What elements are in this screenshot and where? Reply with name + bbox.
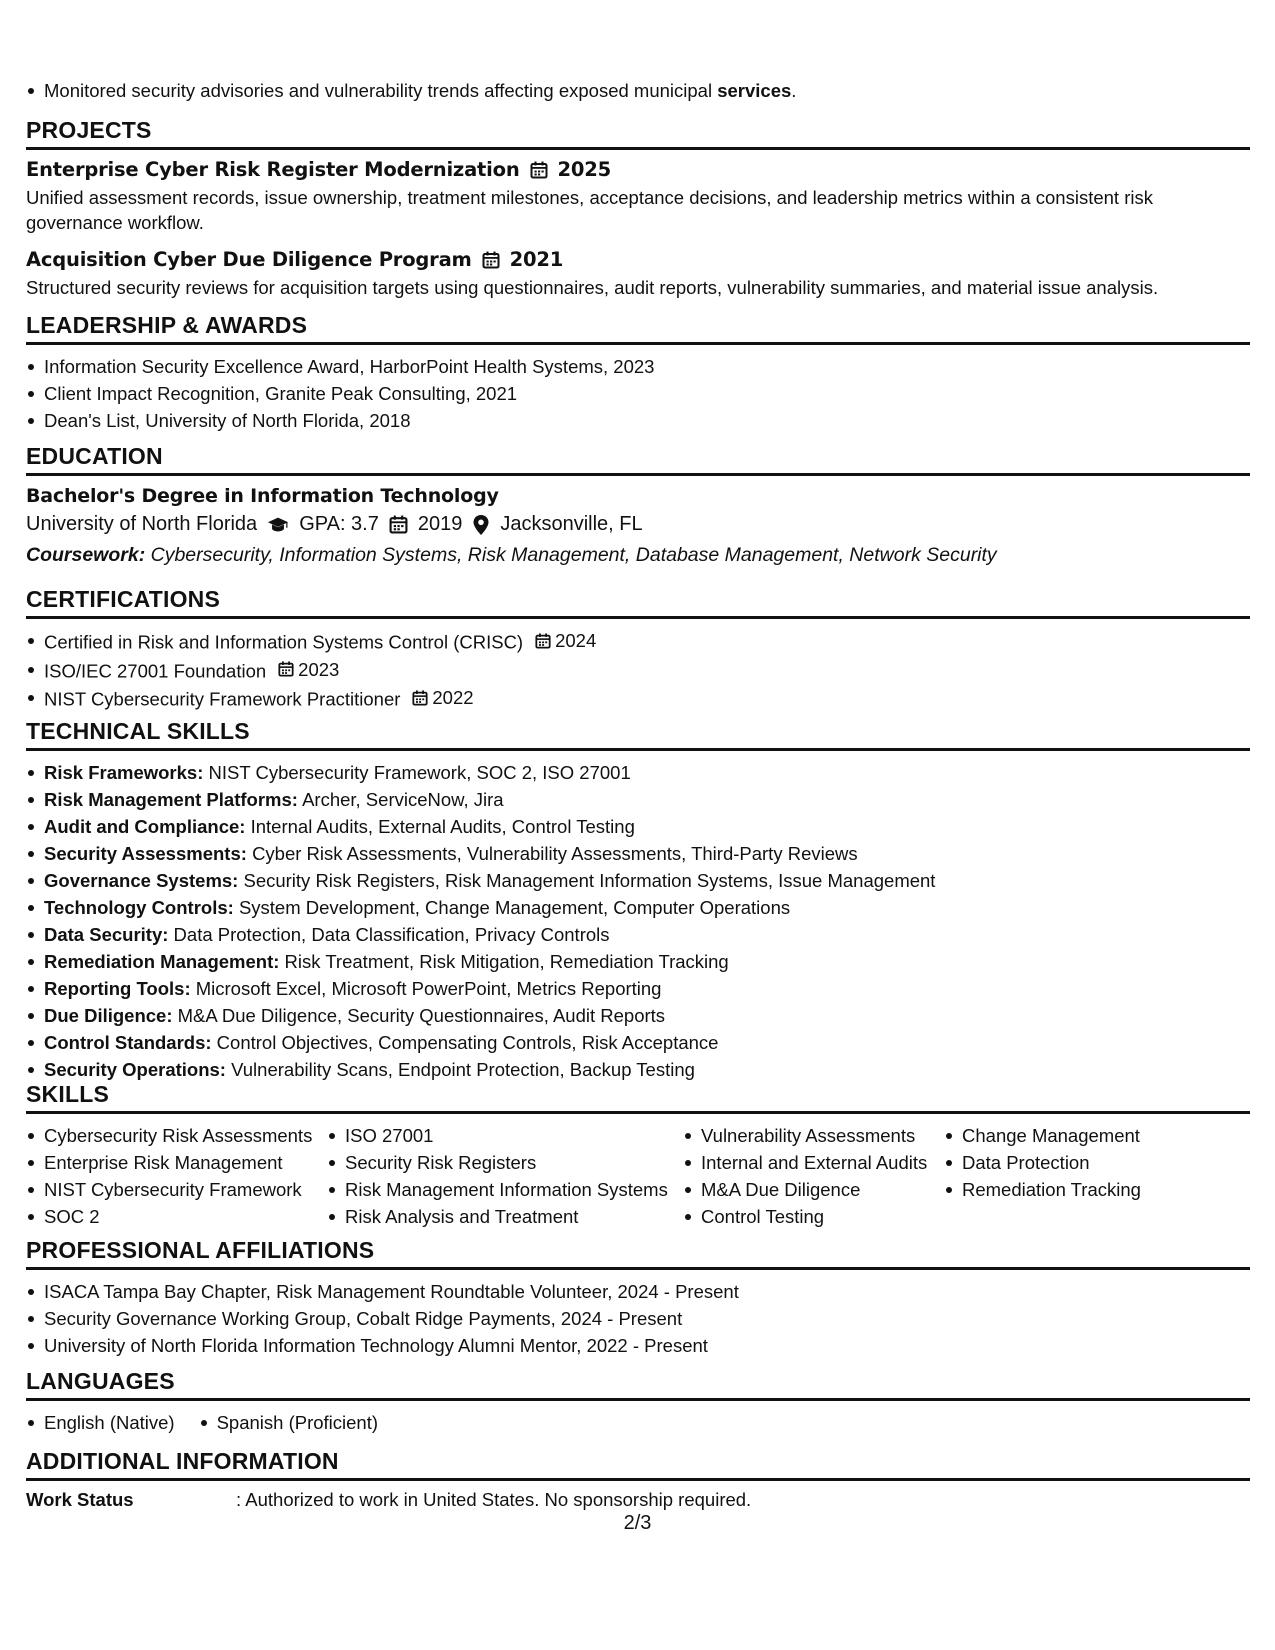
calendar-icon [389,515,408,534]
list-item: SOC 2 [44,1203,327,1230]
skills-list [327,1122,683,1230]
list-item [44,684,1250,713]
experience-continued-list [26,77,1244,104]
languages-list [26,1409,1250,1436]
list-item [44,1002,1250,1029]
skill-category: Due Diligence: [44,1005,173,1026]
skill-values: Archer, ServiceNow, Jira [302,789,504,810]
cert-name: Certified in Risk and Information Systems Control (CRISC) [44,631,524,653]
list-item [44,656,1250,685]
coursework-label: Coursework: [26,544,146,566]
list-item [44,77,1244,104]
skill-category: Governance Systems: [44,870,239,891]
skills-list [944,1122,1204,1203]
skills-column [327,1122,683,1230]
cert-year: 2023 [298,658,340,680]
list-item: Spanish (Proficient) [217,1409,378,1436]
list-item: Remediation Tracking [962,1176,1204,1203]
skills-column [26,1122,327,1230]
calendar-icon [278,661,294,677]
projects-section [26,117,1250,300]
bullet-text: Monitored security advisories and vulnerability trends affecting exposed municipal [44,80,718,101]
page-number: 2/3 [623,1512,652,1534]
project-year: 2025 [557,158,612,181]
cert-date [535,627,596,654]
list-item: Cybersecurity Risk Assessments [44,1122,327,1149]
cert-name: ISO/IEC 27001 Foundation [44,660,267,681]
education-section [26,443,1250,567]
list-item: Vulnerability Assessments [701,1122,944,1149]
list-item: Security Risk Registers [345,1149,683,1176]
list-item: Control Testing [701,1203,944,1230]
skill-category: Data Security: [44,924,169,945]
calendar-icon [482,251,500,269]
list-item: Enterprise Risk Management [44,1149,327,1176]
section-heading: TECHNICAL SKILLS [26,718,1250,751]
skill-values: Cyber Risk Assessments, Vulnerability Assessments, Third-Party Reviews [252,843,858,864]
certifications-list [26,627,1250,713]
coursework-list: Cybersecurity, Information Systems, Risk Management, Database Management, Network Security [150,544,997,566]
leadership-list [26,353,1250,434]
skill-values: Security Risk Registers, Risk Management Information Systems, Issue Management [243,870,936,891]
certifications-section [26,586,1250,713]
list-item: Internal and External Audits [701,1149,944,1176]
skill-values: M&A Due Diligence, Security Questionnaires, Audit Reports [177,1005,666,1026]
list-item [44,948,1250,975]
section-heading: PROFESSIONAL AFFILIATIONS [26,1237,1250,1270]
list-item: Data Protection [962,1149,1204,1176]
work-status-label: Work Status [26,1489,134,1510]
technical-skills-list [26,759,1250,1083]
section-heading: LEADERSHIP & AWARDS [26,312,1250,345]
list-item [44,1029,1250,1056]
skills-column [944,1122,1204,1230]
skills-list [26,1122,327,1230]
graduation-cap-icon [267,514,289,536]
list-item: Dean's List, University of North Florida, 2018 [44,407,1250,434]
affiliations-list [26,1278,1250,1359]
project-item [26,158,1250,235]
cert-date [412,684,473,711]
skills-section [26,1081,1250,1230]
list-item: English (Native) [44,1409,175,1436]
list-item: ISO 27001 [345,1122,683,1149]
list-item [44,759,1250,786]
cert-name: NIST Cybersecurity Framework Practitioner [44,688,401,710]
skill-values: NIST Cybersecurity Framework, SOC 2, ISO 27001 [208,762,631,783]
skill-values: Vulnerability Scans, Endpoint Protection, Backup Testing [231,1059,695,1080]
section-heading: ADDITIONAL INFORMATION [26,1448,1250,1481]
skill-category: Reporting Tools: [44,978,191,999]
list-item: University of North Florida Information Technology Alumni Mentor, 2022 - Present [44,1332,1250,1359]
calendar-icon [535,633,551,649]
section-heading: LANGUAGES [26,1368,1250,1401]
cert-year: 2024 [555,630,597,651]
skill-category: Technology Controls: [44,897,234,918]
gpa: GPA: 3.7 [299,513,379,535]
coursework [26,544,1250,567]
list-item [44,921,1250,948]
list-item [44,813,1250,840]
leadership-section [26,312,1250,434]
calendar-icon [412,690,428,706]
project-item [26,248,1250,300]
skill-values: Internal Audits, External Audits, Control Testing [250,816,635,837]
cert-date [278,656,339,683]
list-item: Risk Management Information Systems [345,1176,683,1203]
bullet-bold-text: services [717,80,792,101]
project-description: Structured security reviews for acquisition targets using questionnaires, audit reports, vulnerability summaries, and material issue analysis. [26,277,1159,298]
skills-column [683,1122,944,1230]
project-title-row [26,158,1250,181]
skill-values: Risk Treatment, Risk Mitigation, Remediation Tracking [284,951,729,972]
skill-category: Remediation Management: [44,951,280,972]
bullet-end: . [791,80,797,101]
list-item: NIST Cybersecurity Framework [44,1176,327,1203]
list-item [44,627,1250,656]
project-title: Acquisition Cyber Due Diligence Program [26,248,472,271]
skill-values: System Development, Change Management, Computer Operations [238,897,791,918]
list-item [44,840,1250,867]
list-item: Risk Analysis and Treatment [345,1203,683,1230]
section-heading: SKILLS [26,1081,1250,1114]
list-item: Information Security Excellence Award, HarborPoint Health Systems, 2023 [44,353,1250,380]
skill-values: Data Protection, Data Classification, Privacy Controls [173,924,610,945]
section-heading: EDUCATION [26,443,1250,476]
affiliations-section [26,1237,1250,1359]
list-item [44,975,1250,1002]
skill-category: Security Assessments: [44,843,247,864]
skill-values: Control Objectives, Compensating Controls, Risk Acceptance [216,1032,719,1053]
list-item [44,786,1250,813]
skill-category: Risk Frameworks: [44,762,204,783]
graduation-year: 2019 [417,513,463,535]
project-description: Unified assessment records, issue ownership, treatment milestones, acceptance decisions, and leadership metrics within a consistent risk governance workflow. [26,187,1153,233]
skill-values: Microsoft Excel, Microsoft PowerPoint, Metrics Reporting [195,978,662,999]
list-item: Security Governance Working Group, Cobalt Ridge Payments, 2024 - Present [44,1305,1250,1332]
skill-category: Audit and Compliance: [44,816,246,837]
skills-grid [26,1122,1250,1230]
education-meta [26,513,1250,536]
location: Jacksonville, FL [500,513,643,535]
skill-category: Control Standards: [44,1032,212,1053]
project-title: Enterprise Cyber Risk Register Modernization [26,158,520,181]
list-item: Client Impact Recognition, Granite Peak Consulting, 2021 [44,380,1250,407]
school-name: University of North Florida [26,513,258,535]
skills-list [683,1122,944,1230]
cert-year: 2022 [432,687,474,708]
location-pin-icon [472,514,490,536]
section-heading: CERTIFICATIONS [26,586,1250,619]
technical-skills-section [26,718,1250,1083]
project-year: 2021 [509,248,564,271]
work-status-row [26,1489,1250,1511]
section-heading: PROJECTS [26,117,1250,150]
skill-category: Security Operations: [44,1059,226,1080]
skill-category: Risk Management Platforms: [44,789,298,810]
additional-info-section [26,1448,1250,1511]
degree-title: Bachelor's Degree in Information Technology [26,485,499,507]
languages-section [26,1368,1250,1436]
list-item [44,894,1250,921]
list-item: Change Management [962,1122,1204,1149]
list-item: ISACA Tampa Bay Chapter, Risk Management Roundtable Volunteer, 2024 - Present [44,1278,1250,1305]
project-title-row [26,248,1250,271]
calendar-icon [530,161,548,179]
list-item [44,1056,1250,1083]
list-item: M&A Due Diligence [701,1176,944,1203]
work-status-value: : Authorized to work in United States. No sponsorship required. [236,1489,752,1510]
list-item [44,867,1250,894]
